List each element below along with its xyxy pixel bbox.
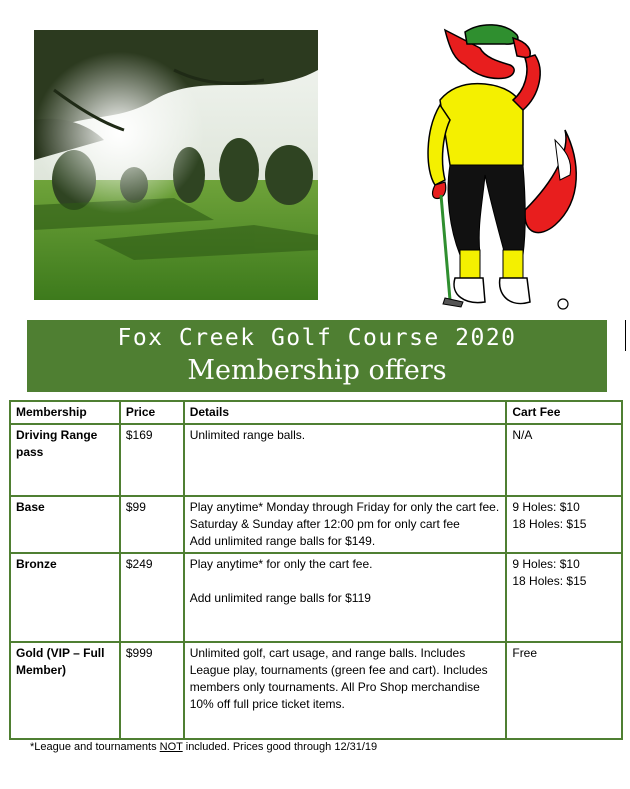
header-price: Price (120, 401, 184, 424)
details-line: Play anytime* Monday through Friday for only the cart fee. Saturday & Sunday after 12:00 pm for only cart fee (189, 500, 500, 531)
membership-table (9, 400, 623, 740)
cart-fee (506, 642, 622, 739)
text-cursor (625, 320, 626, 351)
cart-fee-line: 9 Holes: $10 (512, 500, 580, 514)
cart-fee (506, 553, 622, 642)
title-banner (27, 320, 607, 392)
membership-details (184, 642, 507, 739)
membership-name: Gold (VIP – Full Member) (10, 642, 120, 739)
cart-fee-line: 9 Holes: $10 (512, 557, 580, 571)
membership-subtitle: Membership offers (187, 355, 447, 386)
membership-name: Bronze (10, 553, 120, 642)
details-line: Add unlimited range balls for $149. (189, 534, 376, 548)
table-row (10, 553, 622, 642)
table-row (10, 424, 622, 496)
details-line: Unlimited golf, cart usage, and range balls. Includes League play, tournaments (green fee and cart). Includes members only tournaments. All Pro Shop merchandise 10% off full price ticket items. (189, 646, 488, 711)
details-line: Add unlimited range balls for $119 (189, 591, 371, 605)
cart-fee (506, 496, 622, 553)
membership-price: $99 (120, 496, 184, 553)
cart-fee-line: N/A (512, 428, 533, 442)
membership-details (184, 553, 507, 642)
membership-price: $169 (120, 424, 184, 496)
table-row (10, 642, 622, 739)
membership-details (184, 424, 507, 496)
details-line: Unlimited range balls. (189, 428, 306, 442)
header-details: Details (184, 401, 507, 424)
cart-fee-line: Free (512, 646, 538, 660)
footnote (30, 741, 377, 753)
cart-fee (506, 424, 622, 496)
membership-name: Base (10, 496, 120, 553)
cart-fee-line: 18 Holes: $15 (512, 574, 587, 588)
membership-details (184, 496, 507, 553)
header-cart-fee: Cart Fee (506, 401, 622, 424)
details-spacer (190, 573, 501, 590)
golf-course-photo (34, 30, 318, 300)
footnote-suffix: included. Prices good through 12/31/19 (182, 741, 378, 753)
details-line: Play anytime* for only the cart fee. (189, 557, 373, 571)
footnote-emphasis: NOT (159, 741, 183, 753)
header-membership: Membership (10, 401, 120, 424)
table-header-row (10, 401, 622, 424)
table-row (10, 496, 622, 553)
course-title: Fox Creek Golf Course 2020 (117, 325, 517, 351)
membership-price: $249 (120, 553, 184, 642)
cart-fee-line: 18 Holes: $15 (512, 517, 587, 531)
fox-golfer-mascot (405, 10, 585, 315)
membership-price: $999 (120, 642, 184, 739)
footnote-prefix: *League and tournaments (30, 741, 160, 753)
membership-name: Driving Range pass (10, 424, 120, 496)
